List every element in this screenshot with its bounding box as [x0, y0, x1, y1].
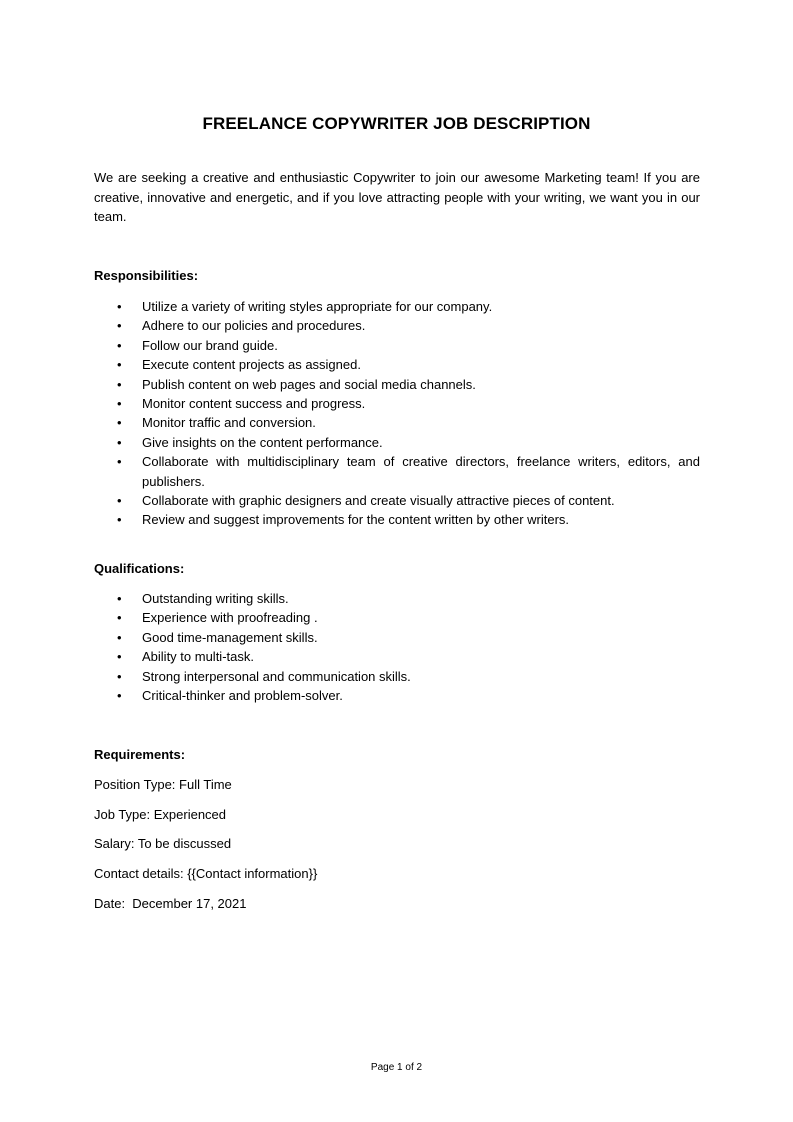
- list-item: [94, 375, 700, 394]
- position-type-line: Position Type: Full Time: [94, 777, 232, 792]
- bullet-icon: •: [117, 668, 122, 684]
- list-item: [94, 510, 700, 529]
- bullet-icon: •: [117, 493, 122, 509]
- list-item: [94, 667, 700, 686]
- requirements-heading: Requirements:: [94, 747, 186, 762]
- bullet-icon: •: [117, 357, 122, 373]
- job-type-line: Job Type: Experienced: [94, 807, 227, 822]
- list-item-text: Follow our brand guide.: [142, 337, 278, 353]
- list-item: [94, 316, 700, 335]
- responsibilities-list: [94, 297, 700, 530]
- bullet-icon: •: [117, 415, 122, 431]
- bullet-icon: •: [117, 434, 122, 450]
- list-item: [94, 491, 700, 510]
- intro-paragraph: We are seeking a creative and enthusiastic Copywriter to join our awesome Marketing team! If you are creative, innovative and energetic, and if you love attracting people with your writing, we want you in our team.: [94, 170, 700, 224]
- bullet-icon: •: [117, 318, 122, 334]
- list-item-text: Publish content on web pages and social media channels.: [142, 376, 476, 392]
- list-item: [94, 589, 700, 608]
- list-item: [94, 628, 700, 647]
- list-item: [94, 336, 700, 355]
- list-item: [94, 413, 700, 432]
- list-item: [94, 647, 700, 666]
- list-item-text: Experience with proofreading .: [142, 610, 318, 626]
- bullet-icon: •: [117, 454, 122, 470]
- list-item-text: Collaborate with graphic designers and create visually attractive pieces of content.: [142, 493, 615, 509]
- salary-line: Salary: To be discussed: [94, 836, 232, 851]
- bullet-icon: •: [117, 396, 122, 412]
- list-item: [94, 686, 700, 705]
- responsibilities-heading: Responsibilities:: [94, 268, 199, 283]
- page-number-footer: Page 1 of 2: [370, 1062, 423, 1073]
- bullet-icon: •: [117, 512, 122, 528]
- list-item-text: Ability to multi-task.: [142, 649, 254, 665]
- list-item-text: Utilize a variety of writing styles appropriate for our company.: [142, 299, 493, 314]
- list-item-text: Good time-management skills.: [142, 629, 318, 645]
- bullet-icon: •: [117, 299, 122, 314]
- list-item-text: Monitor traffic and conversion.: [142, 415, 316, 431]
- bullet-icon: •: [117, 649, 122, 665]
- list-item: [94, 452, 700, 491]
- bullet-icon: •: [117, 337, 122, 353]
- list-item: [94, 297, 700, 316]
- bullet-icon: •: [117, 688, 122, 704]
- list-item: [94, 433, 700, 452]
- qualifications-heading: Qualifications:: [94, 561, 185, 576]
- qualifications-list: [94, 589, 700, 705]
- list-item: [94, 355, 700, 374]
- list-item-text: Review and suggest improvements for the content written by other writers.: [142, 512, 570, 528]
- list-item-text: Execute content projects as assigned.: [142, 357, 361, 373]
- bullet-icon: •: [117, 591, 122, 606]
- bullet-icon: •: [117, 629, 122, 645]
- bullet-icon: •: [117, 610, 122, 626]
- list-item-text: Collaborate with multidisciplinary team of creative directors, freelance writers, editors, and publishers.: [142, 454, 700, 489]
- document-title: FREELANCE COPYWRITER JOB DESCRIPTION: [202, 114, 591, 133]
- date-line: Date: December 17, 2021: [94, 896, 247, 911]
- bullet-icon: •: [117, 376, 122, 392]
- list-item-text: Adhere to our policies and procedures.: [142, 318, 366, 334]
- list-item: [94, 394, 700, 413]
- list-item: [94, 608, 700, 627]
- list-item-text: Critical-thinker and problem-solver.: [142, 688, 343, 704]
- list-item-text: Outstanding writing skills.: [142, 591, 289, 606]
- list-item-text: Strong interpersonal and communication skills.: [142, 668, 411, 684]
- list-item-text: Give insights on the content performance.: [142, 434, 383, 450]
- list-item-text: Monitor content success and progress.: [142, 396, 366, 412]
- contact-details-line: Contact details: {{Contact information}}: [94, 866, 318, 881]
